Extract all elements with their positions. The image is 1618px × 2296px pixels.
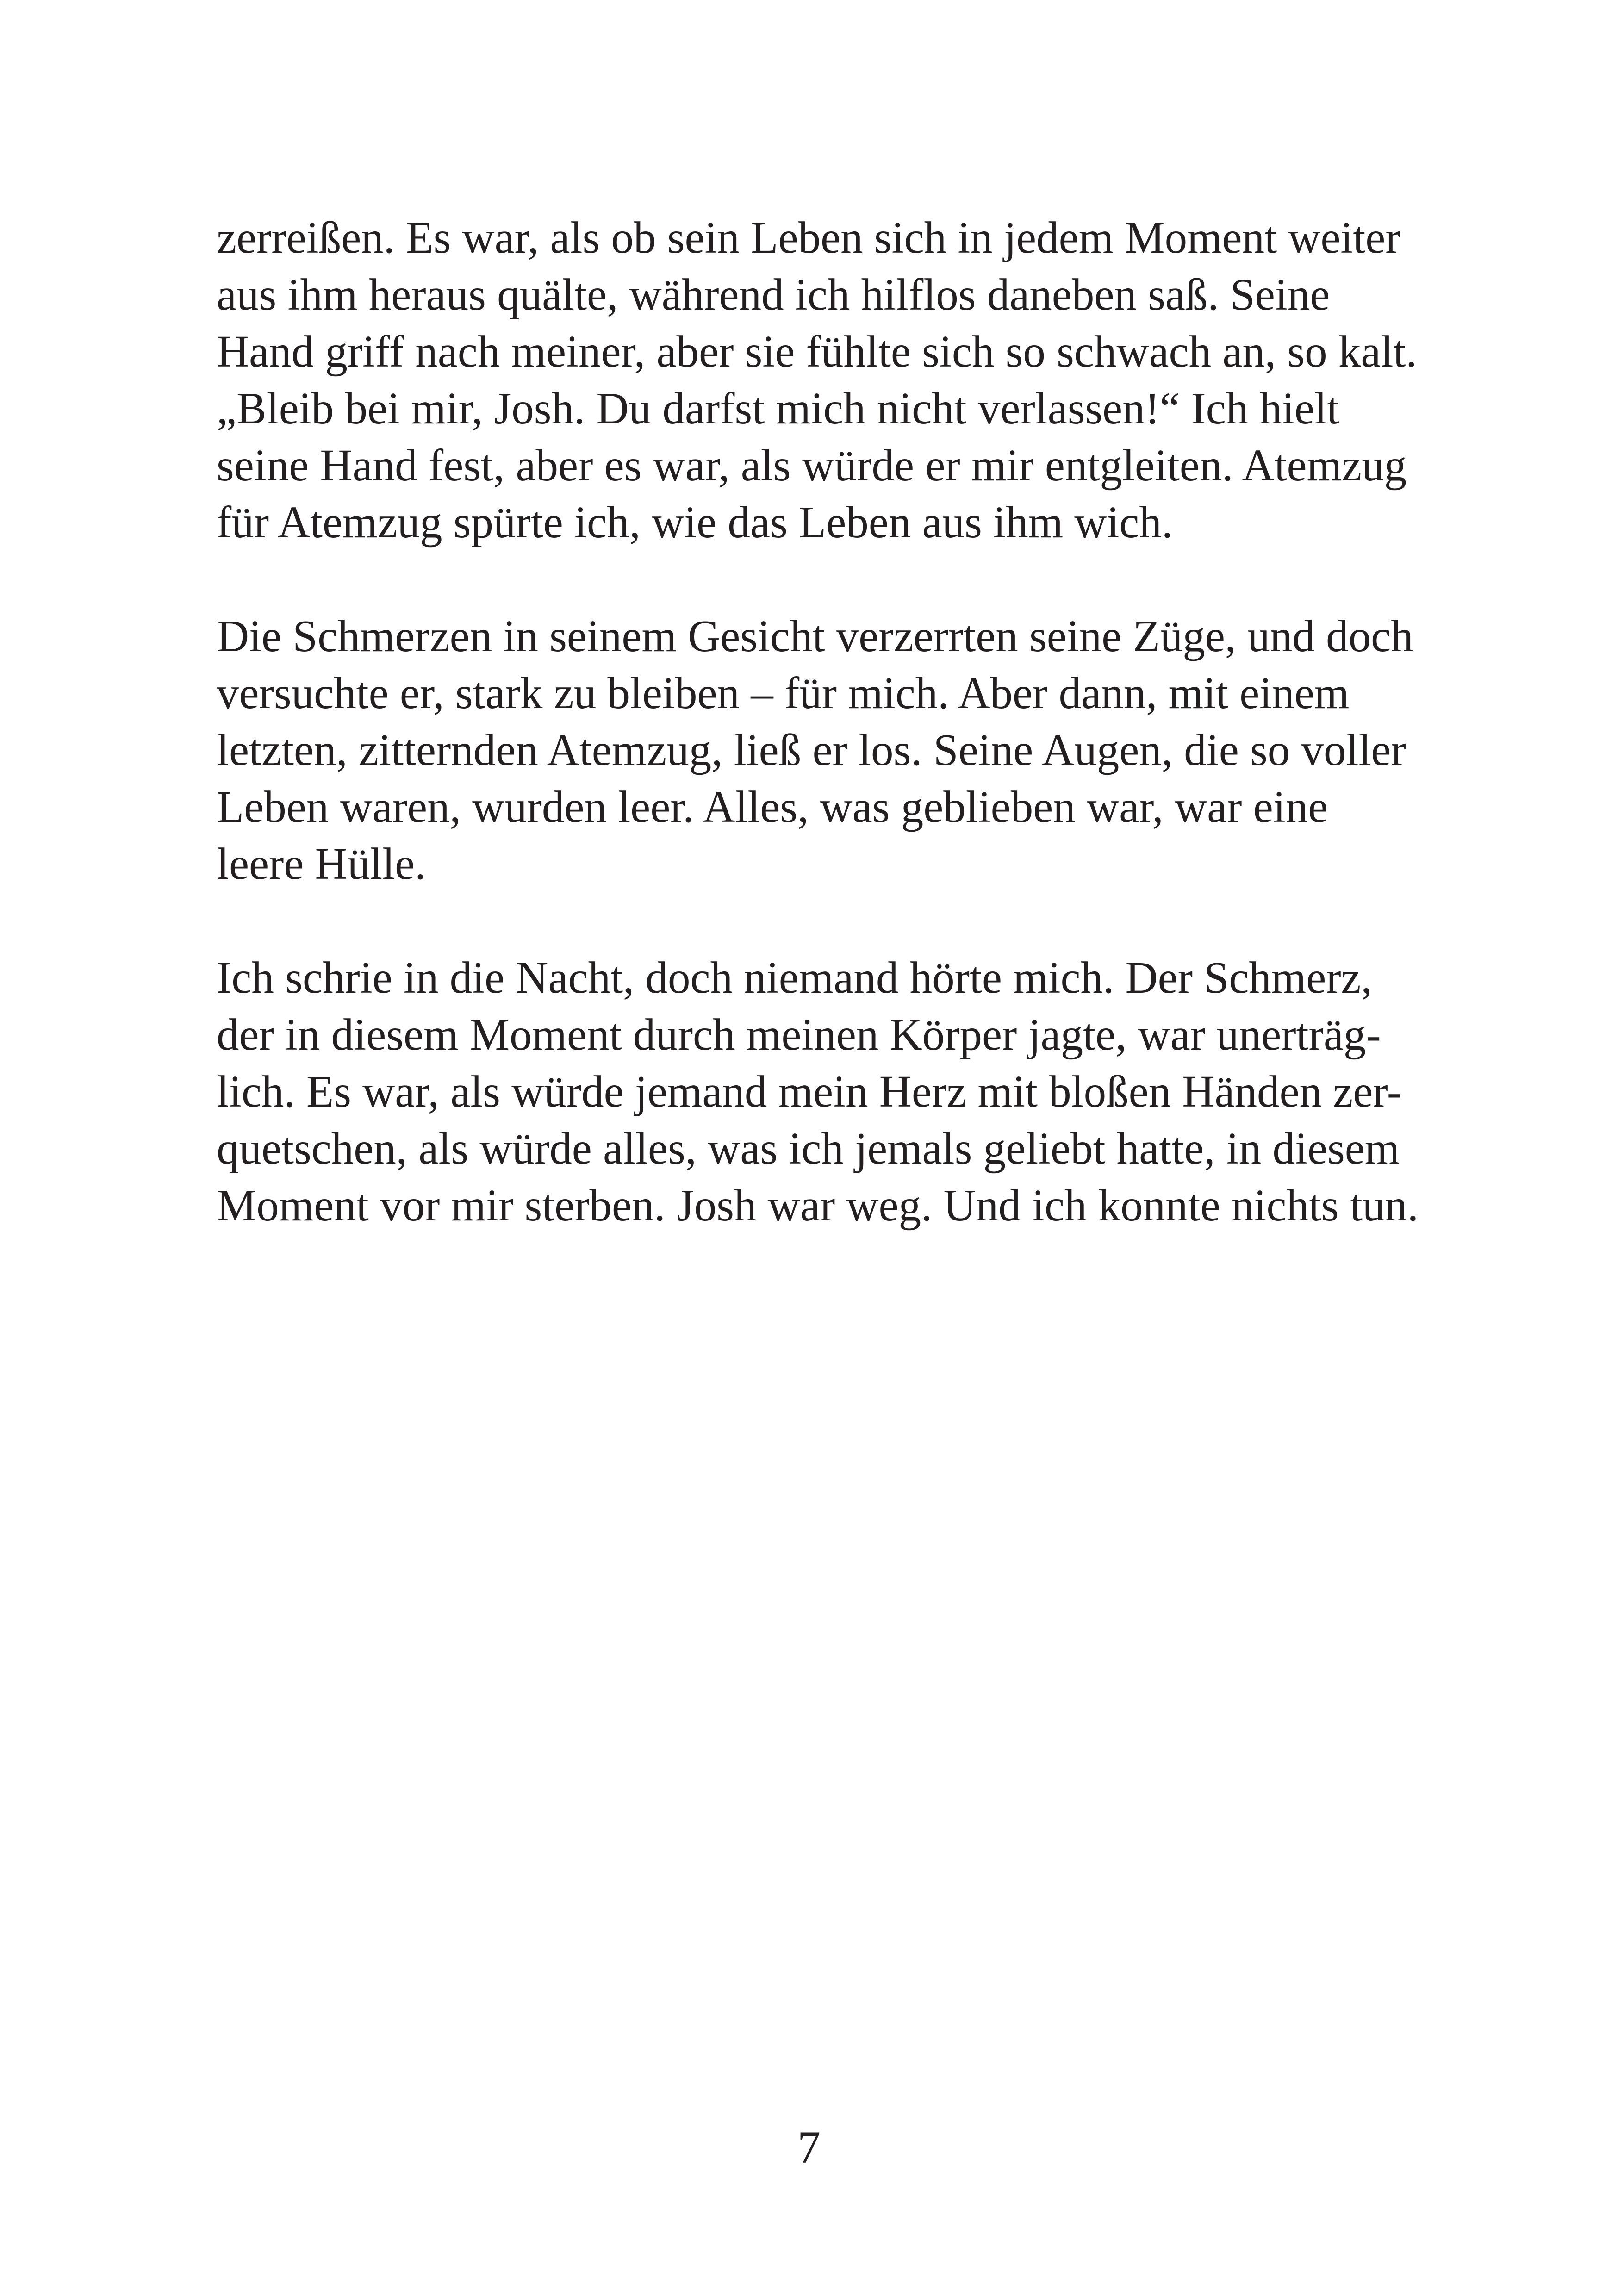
text-line: zerreißen. Es war, als ob sein Leben sich in jedem Moment weiter <box>217 213 1400 262</box>
text-line: Leben waren, wurden leer. Alles, was geblieben war, war eine <box>217 782 1328 832</box>
paragraph-2 <box>217 608 1466 892</box>
text-line: „Bleib bei mir, Josh. Du darfst mich nicht verlassen!“ Ich hielt <box>217 384 1339 433</box>
page-number: 7 <box>797 2122 821 2173</box>
text-line: lich. Es war, als würde jemand mein Herz mit bloßen Händen zer- <box>217 1067 1402 1116</box>
text-line: versuchte er, stark zu bleiben – für mich. Aber dann, mit einem <box>217 668 1350 718</box>
paragraph-3 <box>217 949 1466 1234</box>
body-text <box>217 209 1466 1291</box>
text-line: Moment vor mir sterben. Josh war weg. Und ich konnte nichts tun. <box>217 1181 1419 1230</box>
text-line: Ich schrie in die Nacht, doch niemand hörte mich. Der Schmerz, <box>217 953 1372 1002</box>
text-line: Die Schmerzen in seinem Gesicht verzerrten seine Züge, und doch <box>217 611 1413 661</box>
text-line: quetschen, als würde alles, was ich jemals geliebt hatte, in diesem <box>217 1124 1400 1173</box>
text-line: leere Hülle. <box>217 839 426 889</box>
text-line: der in diesem Moment durch meinen Körper jagte, war unerträg- <box>217 1010 1381 1059</box>
text-line: seine Hand fest, aber es war, als würde er mir entgleiten. Atemzug <box>217 441 1407 490</box>
text-line: letzten, zitternden Atemzug, ließ er los. Seine Augen, die so voller <box>217 725 1406 775</box>
text-line: für Atemzug spürte ich, wie das Leben aus ihm wich. <box>217 498 1173 547</box>
text-line: Hand griff nach meiner, aber sie fühlte sich so schwach an, so kalt. <box>217 327 1417 376</box>
paragraph-1 <box>217 209 1466 551</box>
text-line: aus ihm heraus quälte, während ich hilflos daneben saß. Seine <box>217 270 1330 319</box>
